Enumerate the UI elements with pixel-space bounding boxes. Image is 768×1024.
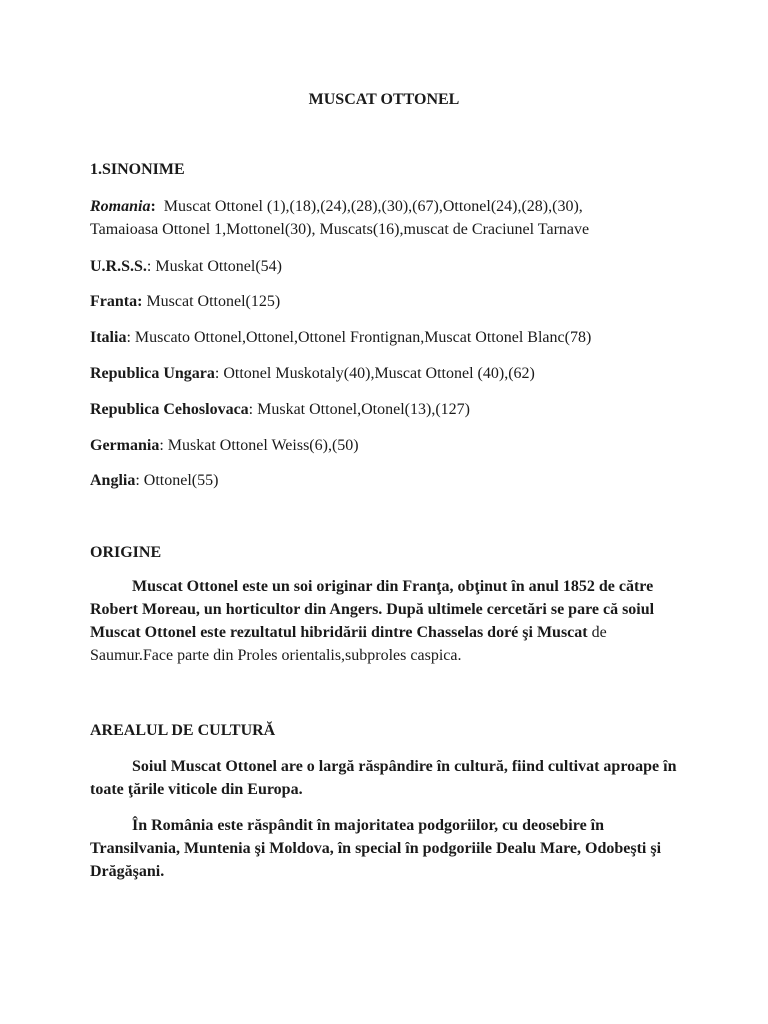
synonym-line-italia bbox=[90, 329, 591, 347]
origine-text-normal: de Saumur.Face parte din Proles orientalis,subproles caspica. bbox=[90, 624, 607, 664]
synonym-text-germania: : Muskat Ottonel Weiss(6),(50) bbox=[159, 437, 359, 454]
synonym-line-romania bbox=[90, 198, 583, 216]
synonym-line-romania-cont bbox=[90, 221, 589, 239]
country-label-urss: U.R.S.S. bbox=[90, 258, 147, 275]
country-label-germania: Germania bbox=[90, 437, 160, 454]
synonym-line-franta bbox=[90, 293, 280, 311]
synonym-line-anglia bbox=[90, 472, 218, 490]
section-heading-origine: ORIGINE bbox=[90, 544, 162, 561]
section-heading-sinonime: 1.SINONIME bbox=[90, 161, 185, 178]
synonym-text-italia: : Muscato Ottonel,Ottonel,Ottonel Frontignan,Muscat Ottonel Blanc(78) bbox=[126, 329, 592, 346]
synonym-text-anglia: : Ottonel(55) bbox=[135, 472, 219, 489]
synonym-line-cehoslovaca bbox=[90, 401, 470, 419]
country-label-romania: Romania bbox=[90, 198, 151, 215]
synonym-text-cehoslovaca: : Muskat Ottonel,Otonel(13),(127) bbox=[248, 401, 470, 418]
synonym-text-romania-2: Tamaioasa Ottonel 1,Mottonel(30), Muscats(16),muscat de Craciunel Tarnave bbox=[90, 221, 590, 238]
country-label-italia: Italia bbox=[90, 329, 127, 346]
country-label-anglia: Anglia bbox=[90, 472, 136, 489]
synonym-text-ungara: : Ottonel Muskotaly(40),Muscat Ottonel (40),(62) bbox=[214, 365, 535, 382]
country-label-colon: : bbox=[150, 198, 156, 215]
country-label-franta: Franta: bbox=[90, 293, 143, 310]
country-label-ungara: Republica Ungara bbox=[90, 365, 215, 382]
origine-paragraph bbox=[90, 575, 690, 667]
synonym-text-romania-1: Muscat Ottonel (1),(18),(24),(28),(30),(67),Ottonel(24),(28),(30), bbox=[155, 198, 583, 215]
synonym-line-germania bbox=[90, 437, 359, 455]
document-title: MUSCAT OTTONEL bbox=[308, 91, 460, 108]
areal-paragraph-1: Soiul Muscat Ottonel are o largă răspândire în cultură, fiind cultivat aproape în toate ţările viticole din Europa. bbox=[90, 758, 677, 798]
areal-paragraph-2: În România este răspândit în majoritatea podgoriilor, cu deosebire în Transilvania, Muntenia şi Moldova, în special în podgoriile Dealu Mare, Odobeşti şi Drăgăşani. bbox=[90, 817, 662, 880]
synonym-text-franta: Muscat Ottonel(125) bbox=[142, 293, 281, 310]
section-heading-areal: AREALUL DE CULTURĂ bbox=[90, 722, 276, 739]
synonym-text-urss: : Muskat Ottonel(54) bbox=[146, 258, 282, 275]
origine-text-bold: Muscat Ottonel este un soi originar din Franţa, obţinut în anul 1852 de către Robert Moreau, un horticultor din Angers. După ultimele cercetări se pare că soiul Muscat Ottonel este rezultatul hibridării dintre Chasselas doré şi Muscat bbox=[90, 578, 655, 641]
synonym-line-ungara bbox=[90, 365, 535, 383]
synonym-line-urss bbox=[90, 258, 282, 276]
country-label-cehoslovaca: Republica Cehoslovaca bbox=[90, 401, 249, 418]
